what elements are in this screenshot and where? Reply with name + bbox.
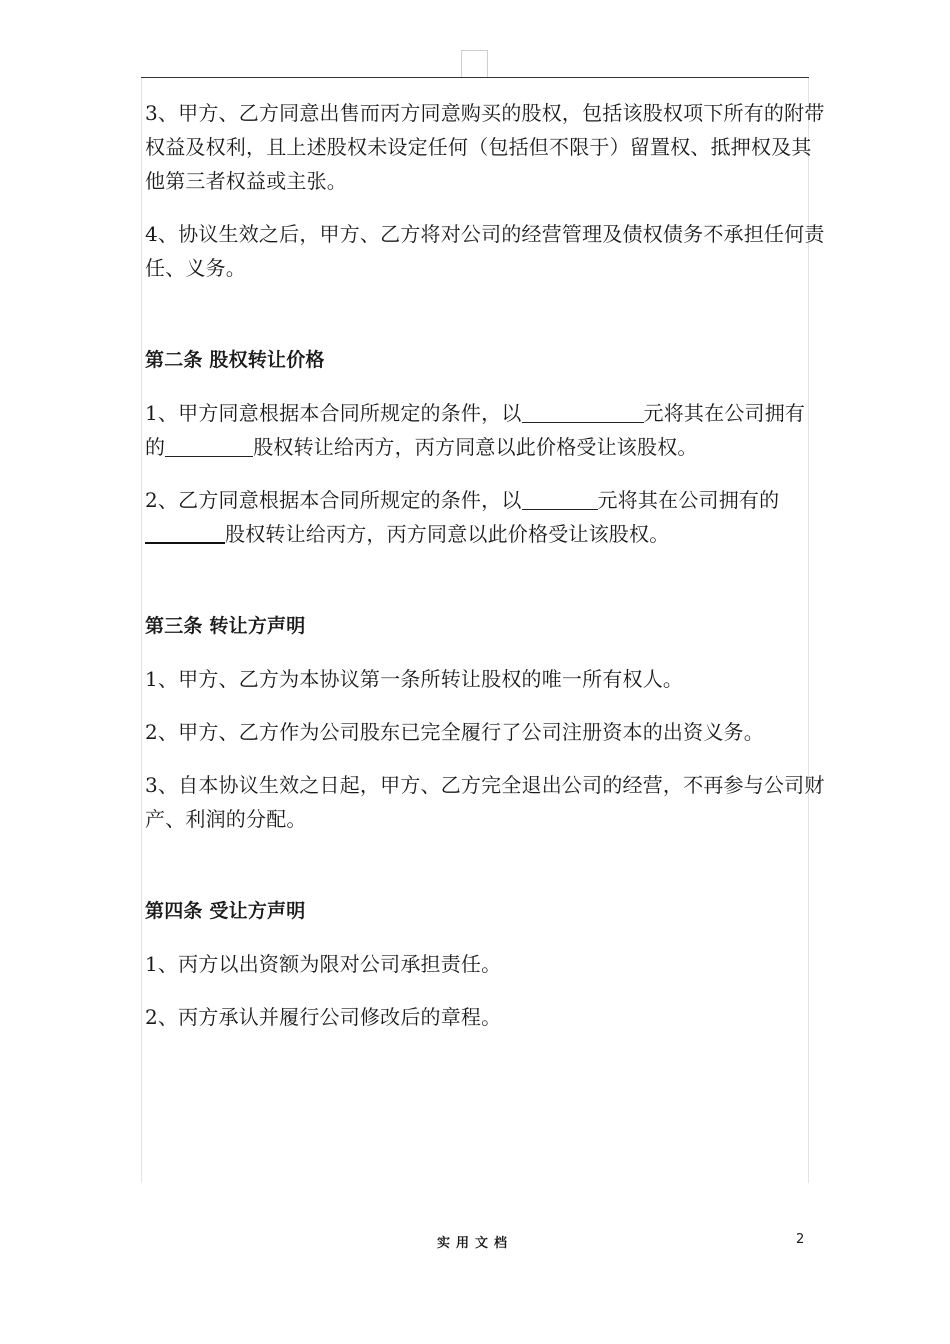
page-number: 2 xyxy=(796,1232,805,1247)
clause-2-item-1-text-c: 股权转让给丙方，丙方同意以此价格受让该股权。 xyxy=(253,435,698,459)
header-marker-box xyxy=(461,50,488,77)
clause-1-item-3: 3、甲方、乙方同意出售而丙方同意购买的股权，包括该股权项下所有的附带权益及权利，且上述股权未设定任何（包括但不限于）留置权、抵押权及其他第三者权益或主张。 xyxy=(145,101,825,193)
clause-3-item-2: 2、甲方、乙方作为公司股东已完全履行了公司注册资本的出资义务。 xyxy=(145,720,764,744)
clause-4-heading: 第四条 受让方声明 xyxy=(145,900,306,922)
clause-2-item-2-text-c: 股权转让给丙方，丙方同意以此价格受让该股权。 xyxy=(225,522,670,546)
clause-3-heading: 第三条 转让方声明 xyxy=(145,615,306,637)
clause-4-item-1: 1、丙方以出资额为限对公司承担责任。 xyxy=(145,952,502,976)
clause-1-item-4: 4、协议生效之后，甲方、乙方将对公司的经营管理及债权债务不承担任何责任、义务。 xyxy=(145,222,825,280)
clause-2-item-2-text-b: 元将其在公司拥有的 xyxy=(597,488,780,512)
share-blank-party-b[interactable] xyxy=(145,520,225,544)
document-body xyxy=(145,96,825,1053)
header-rule xyxy=(141,77,809,78)
footer-title: 实用文档 xyxy=(436,1236,513,1251)
clause-2-heading: 第二条 股权转让价格 xyxy=(145,349,325,371)
price-blank-party-a[interactable] xyxy=(522,400,644,423)
left-margin-guide xyxy=(141,78,142,1183)
clause-2-item-2-text-a: 2、乙方同意根据本合同所规定的条件，以 xyxy=(145,488,522,512)
clause-2-item-1-text-a: 1、甲方同意根据本合同所规定的条件，以 xyxy=(145,401,522,425)
clause-2-item-2 xyxy=(145,483,825,551)
clause-4-item-2: 2、丙方承认并履行公司修改后的章程。 xyxy=(145,1005,502,1029)
clause-3-item-1: 1、甲方、乙方为本协议第一条所转让股权的唯一所有权人。 xyxy=(145,667,684,691)
clause-3-item-3: 3、自本协议生效之日起，甲方、乙方完全退出公司的经营，不再参与公司财产、利润的分配。 xyxy=(145,773,825,831)
clause-2-item-1-text-b: 元将其在公司拥有的 xyxy=(145,401,806,459)
share-blank-party-a[interactable] xyxy=(165,434,253,457)
price-blank-party-b[interactable] xyxy=(522,487,598,510)
clause-2-item-1 xyxy=(145,396,825,464)
